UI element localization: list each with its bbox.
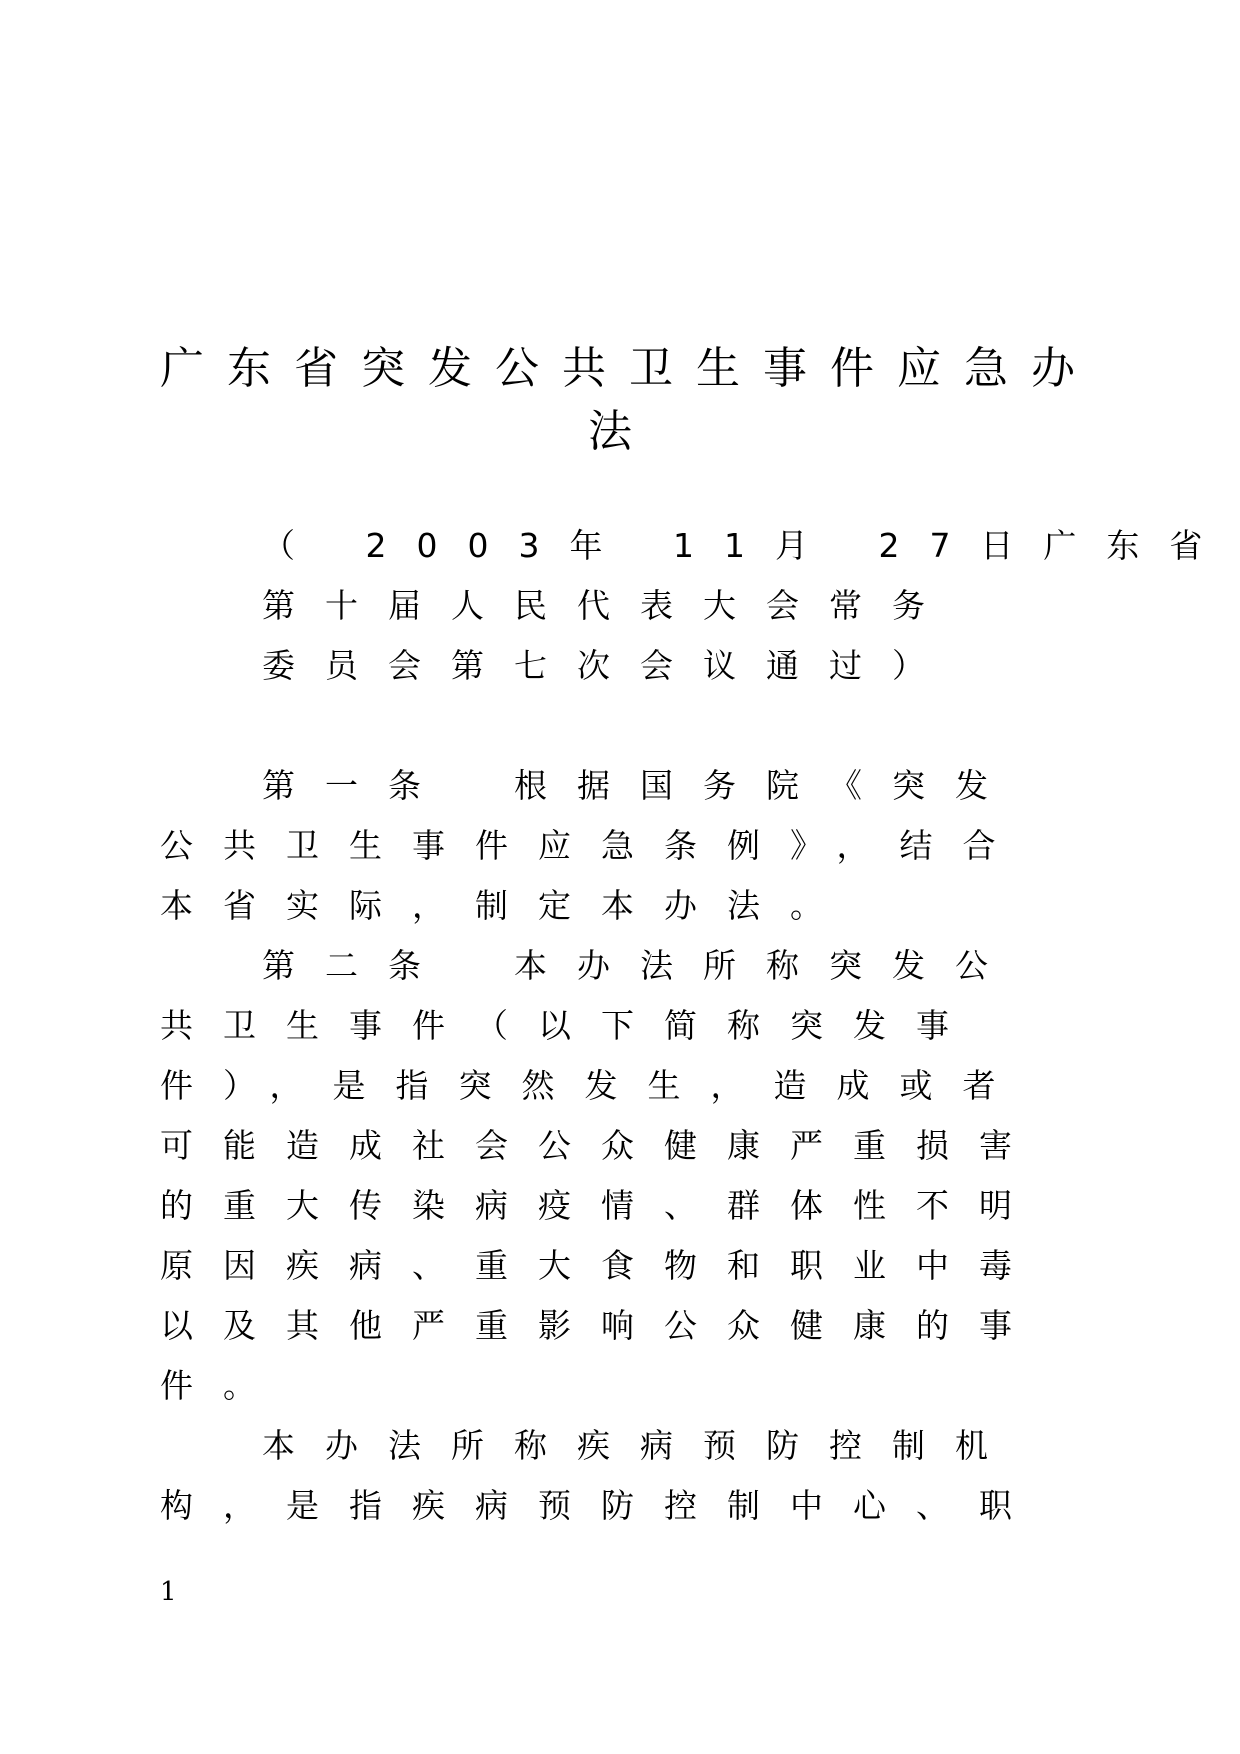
body-line-1: 第一条 根据国务院《突发 bbox=[262, 766, 1018, 805]
body-line-4: 第二条 本办法所称突发公 bbox=[262, 946, 1018, 985]
page-number: 1 bbox=[160, 1577, 177, 1607]
document-title-line-1: 广东省突发公共卫生事件应急办 bbox=[160, 343, 1098, 394]
body-line-8: 的重大传染病疫情、群体性不明 bbox=[160, 1186, 1042, 1225]
body-line-12: 本办法所称疾病预防控制机 bbox=[262, 1426, 1018, 1465]
body-line-5: 共卫生事件（以下简称突发事 bbox=[160, 1006, 979, 1045]
body-line-7: 可能造成社会公众健康严重损害 bbox=[160, 1126, 1042, 1165]
body-line-11: 件。 bbox=[160, 1366, 286, 1405]
body-line-2: 公共卫生事件应急条例》，结合 bbox=[160, 826, 1026, 865]
body-line-6: 件），是指突然发生，造成或者 bbox=[160, 1066, 1026, 1105]
body-line-3: 本省实际，制定本办法。 bbox=[160, 886, 853, 925]
body-line-13: 构，是指疾病预防控制中心、职 bbox=[160, 1486, 1042, 1525]
document-title-line-2: 法 bbox=[588, 406, 632, 457]
subtitle-line-1: （ 2003年 11月 27日广东省 bbox=[262, 526, 1233, 565]
subtitle-line-2: 第十届人民代表大会常务 bbox=[262, 586, 955, 625]
subtitle-line-3: 委员会第七次会议通过） bbox=[262, 646, 955, 685]
body-line-9: 原因疾病、重大食物和职业中毒 bbox=[160, 1246, 1042, 1285]
body-line-10: 以及其他严重影响公众健康的事 bbox=[160, 1306, 1042, 1345]
